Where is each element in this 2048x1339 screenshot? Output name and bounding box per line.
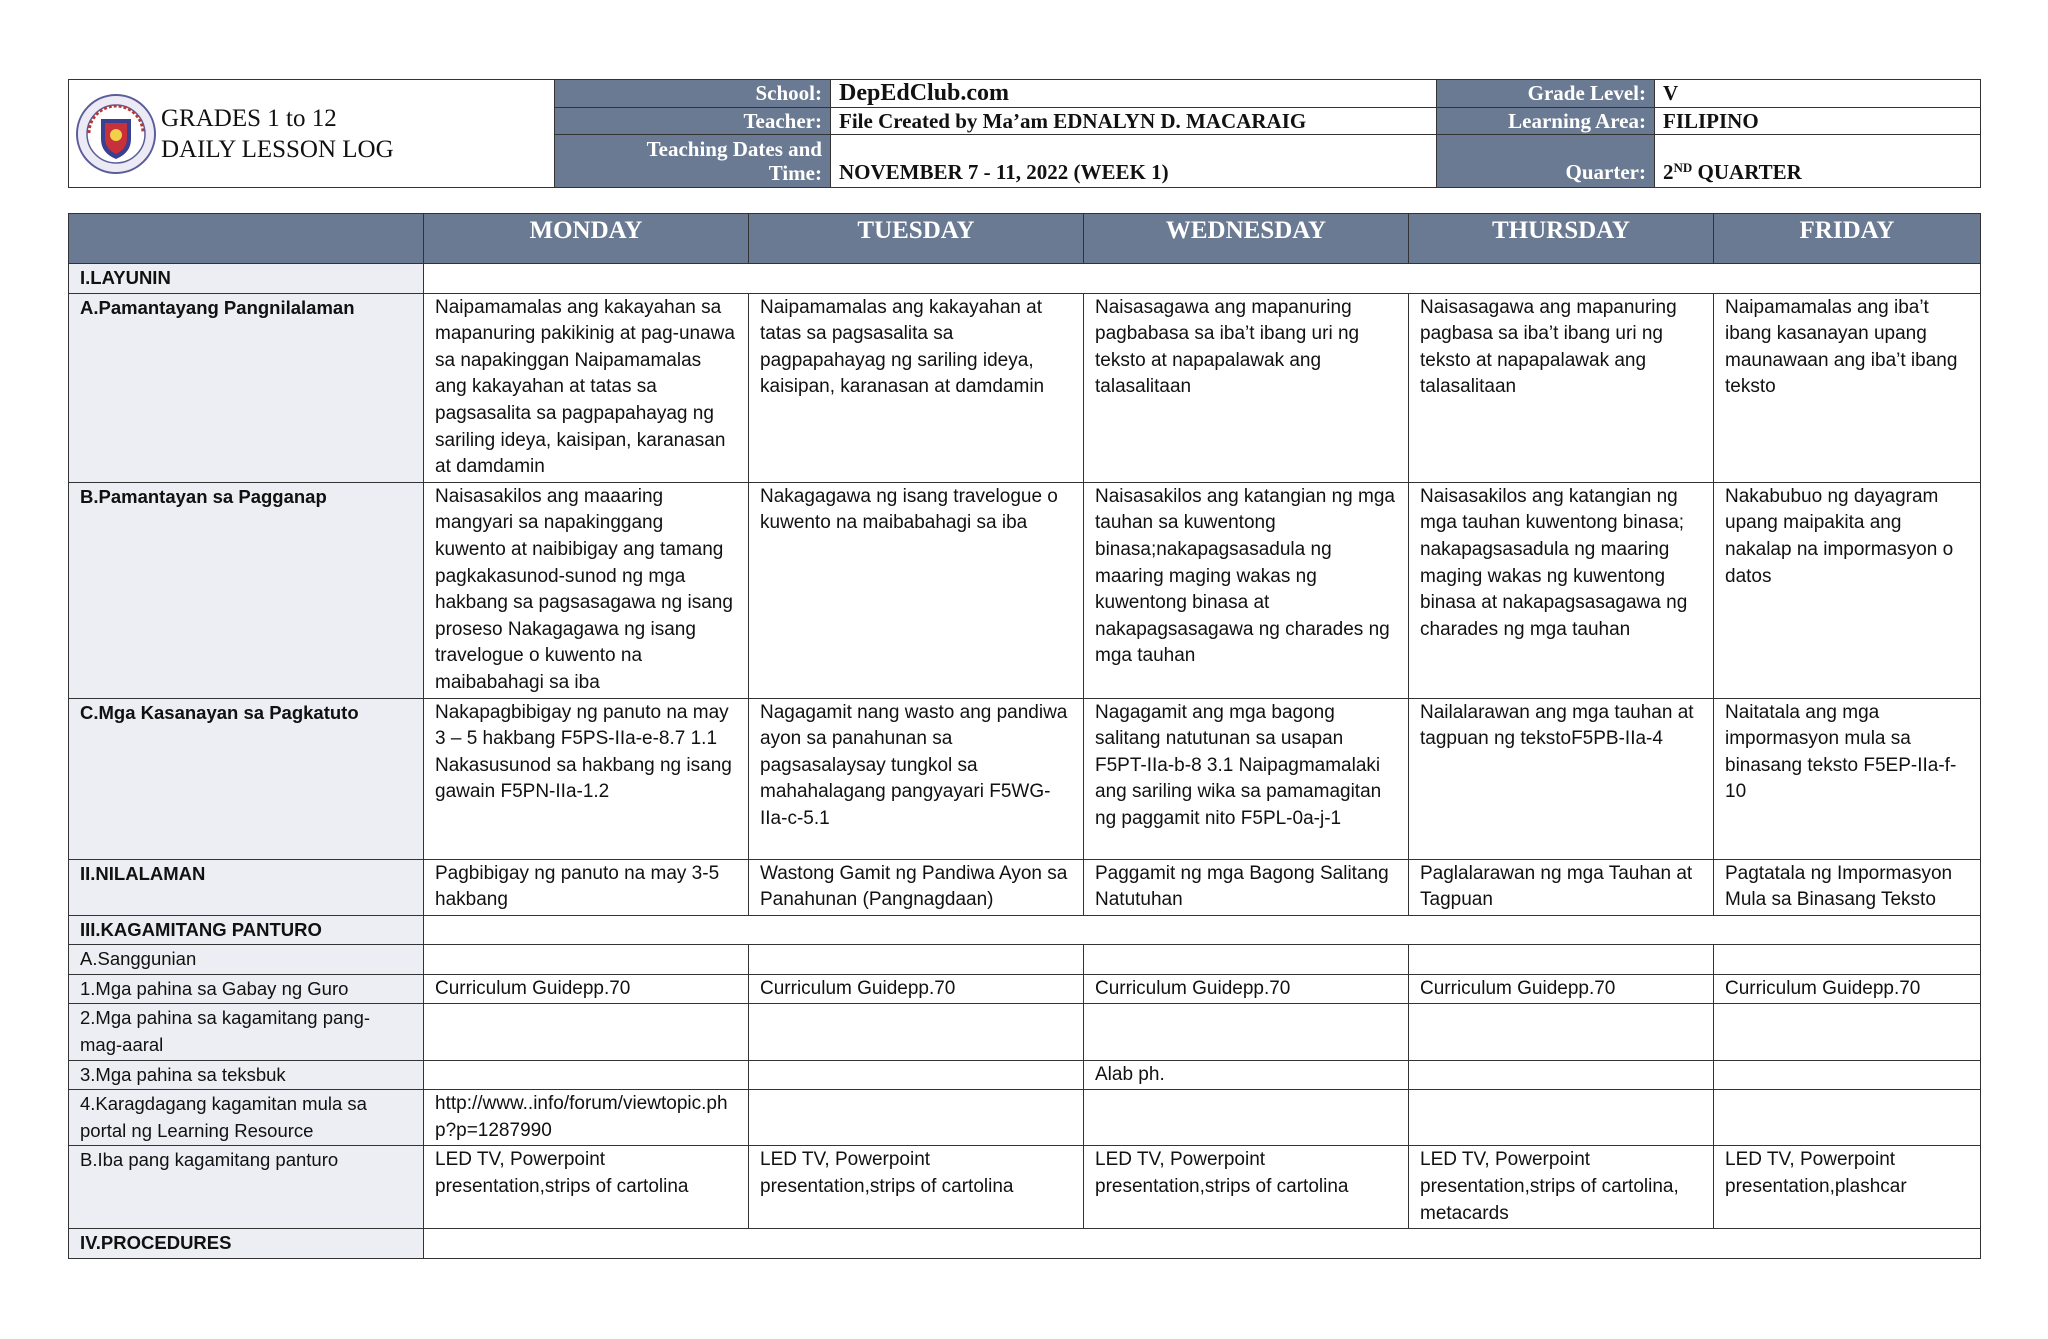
deped-seal-icon — [75, 93, 157, 175]
cell-monday: http://www..info/forum/viewtopic.php?p=1287990 — [424, 1090, 749, 1146]
quarter-word: QUARTER — [1692, 160, 1802, 184]
cell-wednesday: Naisasakilos ang katangian ng mga tauhan sa kuwentong binasa;nakapagsasadula ng maaring maging wakas ng kuwentong binasa at nakapagsasagawa ng charades ng mga tauhan — [1084, 482, 1409, 698]
section-procedures: IV.PROCEDURES — [69, 1229, 424, 1259]
day-tuesday: TUESDAY — [749, 214, 1084, 264]
cell-wednesday — [1084, 1090, 1409, 1146]
cell-thursday — [1409, 1060, 1714, 1090]
row-label: B.Iba pang kagamitang panturo — [69, 1146, 424, 1229]
learning-area-label: Learning Area: — [1437, 108, 1655, 135]
corner-cell — [69, 214, 424, 264]
grade-level-value: V — [1655, 80, 1981, 108]
cell-thursday — [1409, 945, 1714, 975]
cell-wednesday: Nagagamit ang mga bagong salitang natutunan sa usapan F5PT-IIa-b-8 3.1 Naipagmamalaki ang sariling wika sa pamamagitan ng paggamit nito F5PL-0a-j-1 — [1084, 698, 1409, 859]
lesson-plan-table — [68, 213, 1981, 1259]
cell-tuesday — [749, 945, 1084, 975]
row-label: 1.Mga pahina sa Gabay ng Guro — [69, 974, 424, 1004]
cell-wednesday: Curriculum Guidepp.70 — [1084, 974, 1409, 1004]
section-row-kagamitan — [69, 915, 1981, 945]
cell-thursday: Paglalarawan ng mga Tauhan at Tagpuan — [1409, 859, 1714, 915]
cell-thursday: Curriculum Guidepp.70 — [1409, 974, 1714, 1004]
cell-monday: Naisasakilos ang maaaring mangyari sa napakinggang kuwento at naibibigay ang tamang pagkakasunod-sunod ng mga hakbang sa pagsasagawa ng isang proseso Nakagagawa ng isang travelogue o kuwento na maibabahagi sa iba — [424, 482, 749, 698]
cell-wednesday — [1084, 1004, 1409, 1060]
cell-tuesday: Naipamamalas ang kakayahan at tatas sa pagsasalita sa pagpapahayag ng sariling ideya, kaisipan, karanasan at damdamin — [749, 293, 1084, 482]
day-friday: FRIDAY — [1714, 214, 1981, 264]
cell-friday: Naitatala ang mga impormasyon mula sa binasang teksto F5EP-IIa-f-10 — [1714, 698, 1981, 859]
teaching-dates-label-line1: Teaching Dates and — [646, 137, 822, 161]
quarter-number: 2 — [1663, 160, 1674, 184]
quarter-suffix: ND — [1673, 160, 1693, 175]
school-label: School: — [555, 80, 831, 108]
teacher-label: Teacher: — [555, 108, 831, 135]
teaching-dates-value: NOVEMBER 7 - 11, 2022 (WEEK 1) — [831, 135, 1437, 188]
cell-friday: Naipamamalas ang iba’t ibang kasanayan upang maunawaan ang iba’t ibang teksto — [1714, 293, 1981, 482]
quarter-label: Quarter: — [1437, 135, 1655, 188]
cell-friday — [1714, 1004, 1981, 1060]
section-kagamitan: III.KAGAMITANG PANTURO — [69, 915, 424, 945]
cell-thursday: Naisasagawa ang mapanuring pagbasa sa iba’t ibang uri ng teksto at napapalawak ang talasalitaan — [1409, 293, 1714, 482]
cell-wednesday: Alab ph. — [1084, 1060, 1409, 1090]
row-label: A.Pamantayang Pangnilalaman — [69, 293, 424, 482]
row-label: 2.Mga pahina sa kagamitang pang-mag-aaral — [69, 1004, 424, 1060]
row-pamantayan-sa-pagganap — [69, 482, 1981, 698]
cell-monday: Curriculum Guidepp.70 — [424, 974, 749, 1004]
cell-friday: Nakabubuo ng dayagram upang maipakita ang nakalap na impormasyon o datos — [1714, 482, 1981, 698]
cell-thursday: LED TV, Powerpoint presentation,strips of cartolina, metacards — [1409, 1146, 1714, 1229]
row-label: 4.Karagdagang kagamitan mula sa portal ng Learning Resource — [69, 1090, 424, 1146]
cell-monday — [424, 1060, 749, 1090]
title-line-2: DAILY LESSON LOG — [161, 135, 394, 163]
school-value: DepEdClub.com — [831, 80, 1437, 108]
learning-area-value: FILIPINO — [1655, 108, 1981, 135]
grade-level-label: Grade Level: — [1437, 80, 1655, 108]
cell-thursday — [1409, 1004, 1714, 1060]
cell-tuesday: Wastong Gamit ng Pandiwa Ayon sa Panahunan (Pangnagdaan) — [749, 859, 1084, 915]
day-monday: MONDAY — [424, 214, 749, 264]
cell-thursday: Nailalarawan ang mga tauhan at tagpuan ng tekstoF5PB-IIa-4 — [1409, 698, 1714, 859]
row-label: II.NILALAMAN — [69, 859, 424, 915]
cell-thursday — [1409, 1090, 1714, 1146]
cell-monday — [424, 945, 749, 975]
cell-wednesday — [1084, 945, 1409, 975]
row-mga-kasanayan — [69, 698, 1981, 859]
cell-friday — [1714, 1060, 1981, 1090]
cell-wednesday: Paggamit ng mga Bagong Salitang Natutuhan — [1084, 859, 1409, 915]
row-label: 3.Mga pahina sa teksbuk — [69, 1060, 424, 1090]
cell-friday — [1714, 1090, 1981, 1146]
row-label: A.Sanggunian — [69, 945, 424, 975]
section-row-procedures — [69, 1229, 1981, 1259]
teaching-dates-label-line2: Time: — [768, 161, 822, 185]
day-header-row — [69, 214, 1981, 264]
section-layunin-empty — [424, 264, 1981, 294]
row-gabay-ng-guro — [69, 974, 1981, 1004]
cell-tuesday: Nagagamit nang wasto ang pandiwa ayon sa panahunan sa pagsasalaysay tungkol sa mahahalagang pangyayari F5WG-IIa-c-5.1 — [749, 698, 1084, 859]
cell-tuesday — [749, 1060, 1084, 1090]
row-label: B.Pamantayan sa Pagganap — [69, 482, 424, 698]
cell-tuesday: Curriculum Guidepp.70 — [749, 974, 1084, 1004]
row-teksbuk — [69, 1060, 1981, 1090]
header-title-cell — [69, 80, 555, 188]
row-sanggunian — [69, 945, 1981, 975]
cell-wednesday: LED TV, Powerpoint presentation,strips of cartolina — [1084, 1146, 1409, 1229]
cell-friday: Pagtatala ng Impormasyon Mula sa Binasang Teksto — [1714, 859, 1981, 915]
cell-tuesday — [749, 1004, 1084, 1060]
quarter-value — [1655, 135, 1981, 188]
cell-tuesday: Nakagagawa ng isang travelogue o kuwento na maibabahagi sa iba — [749, 482, 1084, 698]
section-kagamitan-empty — [424, 915, 1981, 945]
cell-friday — [1714, 945, 1981, 975]
section-procedures-empty — [424, 1229, 1981, 1259]
cell-friday: Curriculum Guidepp.70 — [1714, 974, 1981, 1004]
cell-monday: Pagbibigay ng panuto na may 3-5 hakbang — [424, 859, 749, 915]
cell-monday: Nakapagbibigay ng panuto na may 3 – 5 hakbang F5PS-IIa-e-8.7 1.1 Nakasusunod sa hakbang ng isang gawain F5PN-IIa-1.2 — [424, 698, 749, 859]
row-karagdagang-kagamitan — [69, 1090, 1981, 1146]
cell-monday: Naipamamalas ang kakayahan sa mapanuring pakikinig at pag-unawa sa napakinggan Naipamamalas ang kakayahan at tatas sa pagsasalita sa pagpapahayag ng sariling ideya, kaisipan, karanasan at damdamin — [424, 293, 749, 482]
teacher-value: File Created by Ma’am EDNALYN D. MACARAIG — [831, 108, 1437, 135]
cell-monday — [424, 1004, 749, 1060]
row-pamantayang-pangnilalaman — [69, 293, 1981, 482]
row-kagamitang-pang-mag-aaral — [69, 1004, 1981, 1060]
day-thursday: THURSDAY — [1409, 214, 1714, 264]
day-wednesday: WEDNESDAY — [1084, 214, 1409, 264]
row-iba-pang-kagamitan — [69, 1146, 1981, 1229]
lesson-log-header — [68, 79, 1981, 188]
cell-thursday: Naisasakilos ang katangian ng mga tauhan kuwentong binasa; nakapagsasadula ng maaring maging wakas ng kuwentong binasa at nakapagsasagawa ng charades ng mga tauhan — [1409, 482, 1714, 698]
teaching-dates-label — [555, 135, 831, 188]
cell-monday: LED TV, Powerpoint presentation,strips of cartolina — [424, 1146, 749, 1229]
cell-friday: LED TV, Powerpoint presentation,plashcar — [1714, 1146, 1981, 1229]
title-line-1: GRADES 1 to 12 — [161, 104, 337, 132]
cell-tuesday: LED TV, Powerpoint presentation,strips of cartolina — [749, 1146, 1084, 1229]
section-row-layunin — [69, 264, 1981, 294]
cell-wednesday: Naisasagawa ang mapanuring pagbabasa sa iba’t ibang uri ng teksto at napapalawak ang talasalitaan — [1084, 293, 1409, 482]
cell-tuesday — [749, 1090, 1084, 1146]
section-layunin: I.LAYUNIN — [69, 264, 424, 294]
row-nilalaman — [69, 859, 1981, 915]
row-label: C.Mga Kasanayan sa Pagkatuto — [69, 698, 424, 859]
